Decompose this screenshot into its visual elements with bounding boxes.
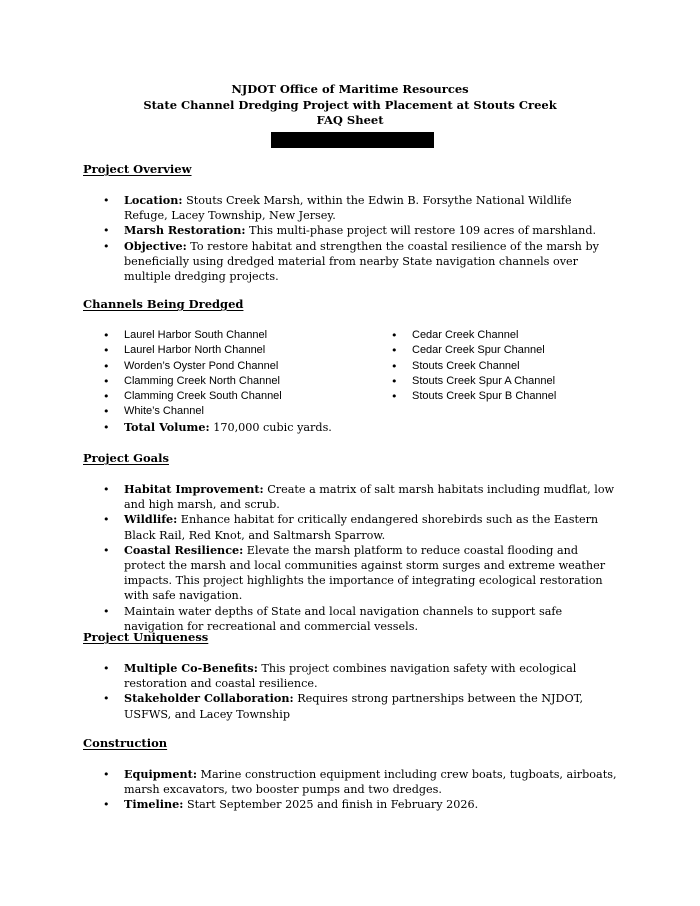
list-item: • Marsh Restoration: This multi-phase project will restore 109 acres of marshland. (83, 223, 618, 238)
list-item: • Cedar Creek Channel (371, 328, 556, 343)
section-title-construction: Construction (83, 736, 168, 750)
channels-left-column (83, 328, 332, 435)
channels-right-column (371, 328, 556, 404)
overview-list (83, 193, 618, 284)
list-item: • Clamming Creek North Channel (83, 374, 332, 389)
list-item: • White’s Channel (83, 404, 332, 419)
section-title-overview: Project Overview (83, 162, 192, 176)
list-item: • Cedar Creek Spur Channel (371, 343, 556, 358)
list-item: • Clamming Creek South Channel (83, 389, 332, 404)
list-item: • Maintain water depths of State and local navigation channels to support safe navigation for recreational and commercial vessels. (83, 604, 618, 634)
list-item: • Multiple Co-Benefits: This project combines navigation safety with ecological restoration and coastal resilience. (83, 661, 618, 691)
list-item: • Laurel Harbor North Channel (83, 343, 332, 358)
header-doc-type: FAQ Sheet (316, 113, 384, 127)
list-item: • Timeline: Start September 2025 and finish in February 2026. (83, 797, 618, 812)
list-item: • Laurel Harbor South Channel (83, 328, 332, 343)
redaction-bar (271, 132, 434, 148)
list-item: • Stouts Creek Spur A Channel (371, 374, 556, 389)
section-title-channels: Channels Being Dredged (83, 297, 244, 311)
section-title-goals: Project Goals (83, 451, 169, 465)
list-item: • Coastal Resilience: Elevate the marsh platform to reduce coastal flooding and protect the marsh and local communities against storm surges and extreme weather impacts. This project highlights the importance of integrating ecological restoration with safe navigation. (83, 543, 618, 604)
list-item: • Stouts Creek Spur B Channel (371, 389, 556, 404)
total-volume: • Total Volume: 170,000 cubic yards. (83, 420, 332, 435)
section-title-uniqueness: Project Uniqueness (83, 630, 209, 644)
header-project: State Channel Dredging Project with Placement at Stouts Creek (143, 97, 557, 112)
list-item: • Habitat Improvement: Create a matrix of salt marsh habitats including mudflat, low and high marsh, and scrub. (83, 482, 618, 512)
header-office: NJDOT Office of Maritime Resources (231, 82, 469, 96)
goals-list (83, 482, 618, 634)
list-item: • Worden’s Oyster Pond Channel (83, 359, 332, 374)
uniqueness-list (83, 661, 618, 722)
construction-list (83, 767, 618, 813)
list-item: • Stouts Creek Channel (371, 359, 556, 374)
document-header (0, 82, 700, 129)
list-item: • Stakeholder Collaboration: Requires strong partnerships between the NJDOT, USFWS, and Lacey Township (83, 691, 618, 721)
list-item: • Wildlife: Enhance habitat for critically endangered shorebirds such as the Eastern Black Rail, Red Knot, and Saltmarsh Sparrow. (83, 512, 618, 542)
list-item: • Equipment: Marine construction equipment including crew boats, tugboats, airboats, marsh excavators, two booster pumps and two dredges. (83, 767, 618, 797)
list-item: • Objective: To restore habitat and strengthen the coastal resilience of the marsh by beneficially using dredged material from nearby State navigation channels over multiple dredging projects. (83, 239, 618, 285)
list-item: • Location: Stouts Creek Marsh, within the Edwin B. Forsythe National Wildlife Refuge, Lacey Township, New Jersey. (83, 193, 618, 223)
